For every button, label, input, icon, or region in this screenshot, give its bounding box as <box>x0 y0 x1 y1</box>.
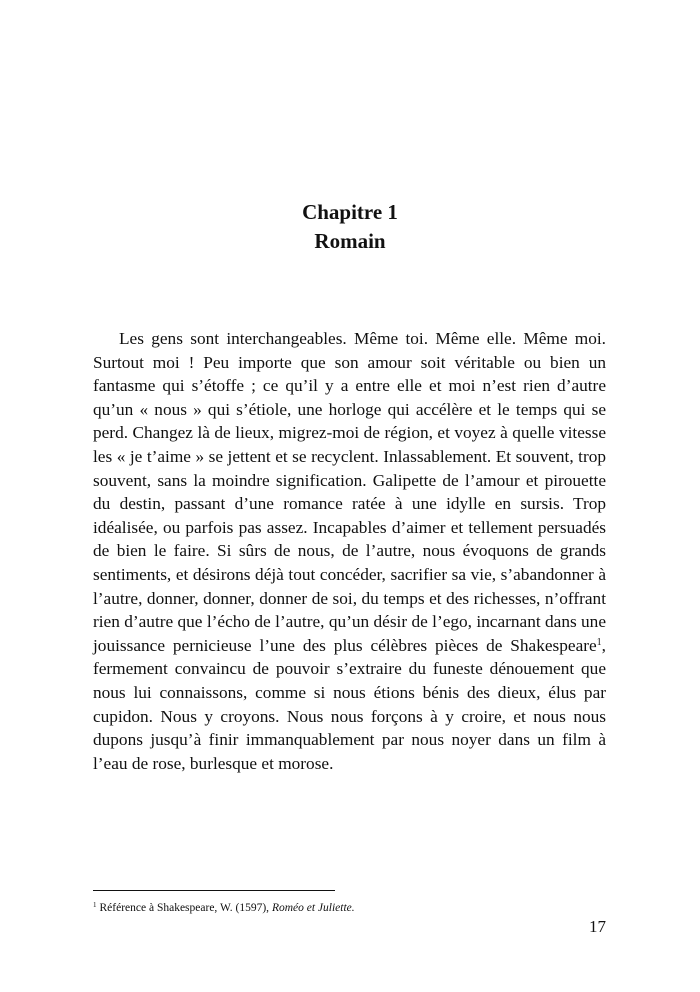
body-text <box>93 327 606 775</box>
footnote-text: Référence à Shakespeare, W. (1597), <box>99 902 272 914</box>
body-paragraph <box>93 327 606 775</box>
footnote-reference: 1 <box>596 636 602 648</box>
footnote <box>93 901 606 916</box>
footnote-work-title: Roméo et Juliette. <box>271 902 355 914</box>
chapter-heading <box>0 198 700 256</box>
footnote-marker: 1 <box>93 901 97 909</box>
page-number: 17 <box>589 917 606 936</box>
chapter-title: Romain <box>314 229 386 253</box>
chapter-number: Chapitre 1 <box>302 200 398 224</box>
footnote-separator <box>93 890 335 891</box>
paragraph-text-part-1: Les gens sont interchangeables. Même toi. Même elle. Même moi. Surtout moi ! Peu importe que son amour soit véritable ou bien un fantasme qui s’étoffe ; ce qu’il y a entre elle et moi n’est rien d’autre qu’un « nous » qui s’étiole, une horloge qui accélère et le temps qui se perd. Changez là de lieux, migrez-moi de région, et voyez à quelle vitesse les « je t’aime » se jettent et se recyclent. Inlassablement. Et souvent, trop souvent, sans la moindre signification. Galipette de l’amour et pirouette du destin, passant d’une romance ratée à une idylle en sursis. Trop idéalisée, ou parfois pas assez. Incapables d’aimer et tellement persuadés de bien le faire. Si sûrs de nous, de l’autre, nous évoquons de grands sentiments, et désirons déjà tout concéder, sacrifier sa vie, s’abandonner à l’autre, donner, donner, donner de soi, du temps et des richesses, n’offrant rien d’autre que l’écho de l’autre, qu’un désir de l’ego, incarnant dans une jouissance pernicieuse l’une des plus célèbres pièces de Shakespeare <box>93 329 606 655</box>
paragraph-text-part-2: , fermement convaincu de pouvoir s’extraire du funeste dénouement que nous lui connaissons, comme si nous étions bénis des dieux, élus par cupidon. Nous y croyons. Nous nous forçons à y croire, et nous nous dupons jusqu’à finir immanquablement par nous noyer dans un film à l’eau de rose, burlesque et morose. <box>93 635 606 773</box>
